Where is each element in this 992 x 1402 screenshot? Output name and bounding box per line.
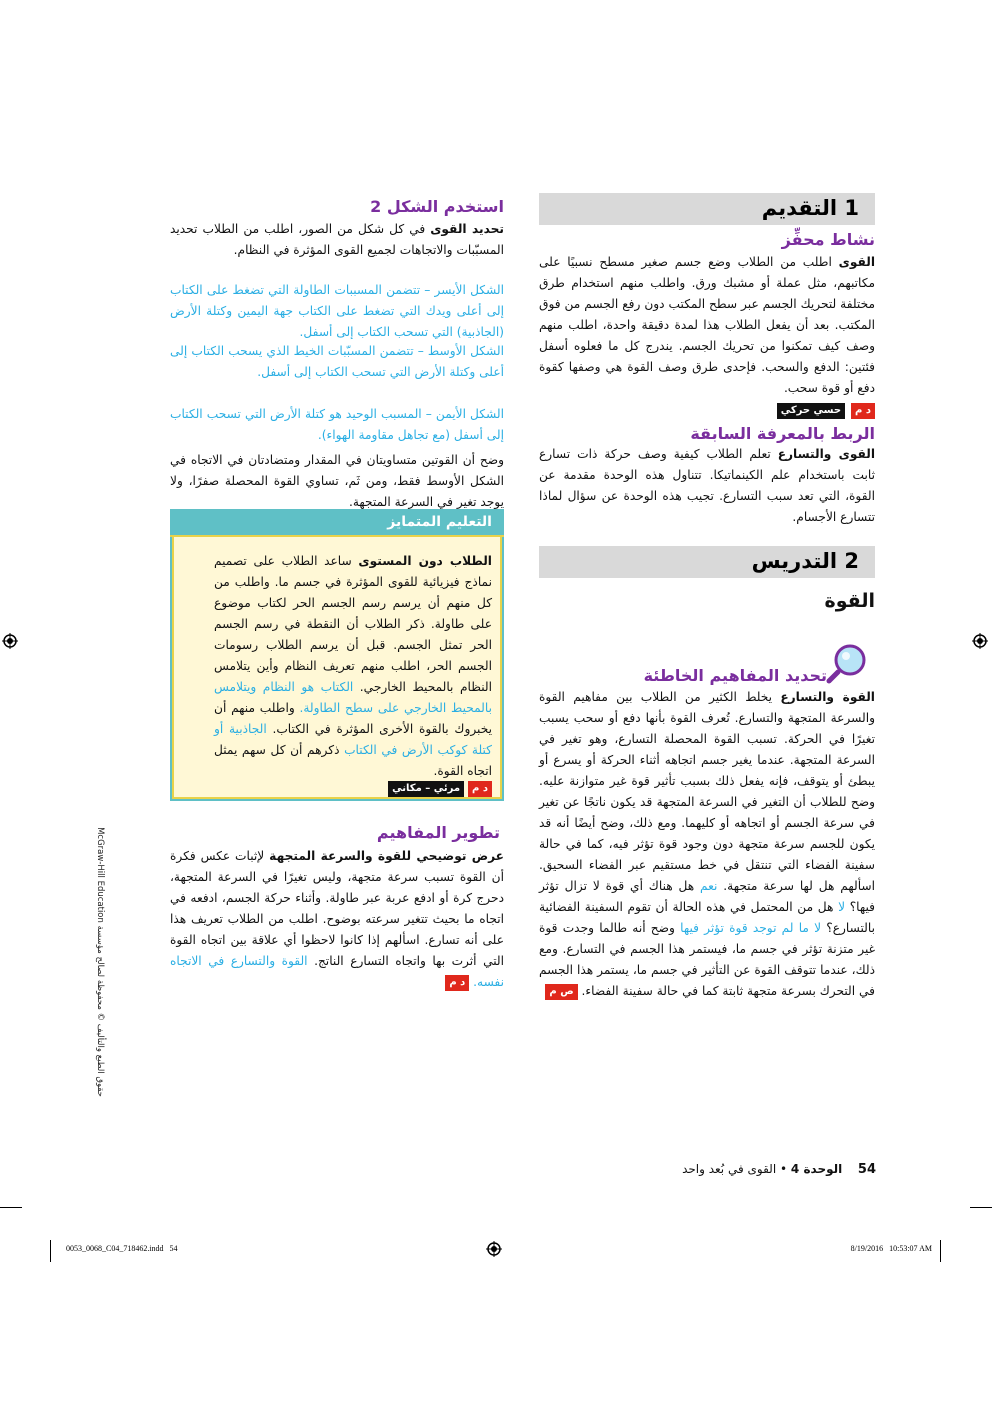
misc-text-2: هل هناك أي قوة لا تزال تؤثر فيها؟ (539, 879, 875, 914)
develop-concepts-heading: تطوير المفاهيم (376, 823, 500, 842)
section1-band (539, 193, 875, 225)
differentiated-heading: التعليم المتمايز (387, 514, 492, 530)
misc-answer-2: لا (838, 900, 846, 914)
differentiated-text-3: ذكرهم أن كل سهم يمثل اتجاه القوة. (214, 743, 492, 778)
engage-badges (770, 400, 875, 419)
misc-text-1: يخلط الكثير من الطلاب بين مفاهيم القوة والسرعة المتجهة والتسارع. تُعرف القوة بأنها دفع أو سحب يسبب تغيرًا في الحركة. تسبب القوة المحصلة التسارع، وهو تغير في السرعة المتجهة. عندما يغير جسم اتجاهه أثناء الحركة أو يسرع أو يبطئ أو يتوقف، فإنه يفعل ذلك بسبب تأثير قوة غير متوازنة عليه. وضح للطلاب أن التغير في السرعة المتجهة قد يكون ناتجًا عن تغير في سرعة الجسم أو اتجاهه أو كليهما. ومع ذلك، وضح أيضًا أنه قد يكون للجسم سرعة متجهة دون وجود قوة تؤثر فيه، كما في حالة سفينة الفضاء التي تنتقل في خط مستقيم عبر الفضاء السحيق. اسألهم هل لها سرعة متجهة. (539, 690, 875, 893)
misc-answer-1: نعم (700, 879, 718, 893)
figure-answer-left: الشكل الأيسر – تتضمن المسببات الطاولة التي تضغط على الكتاب إلى أعلى ويدك التي تضغط على الكتاب جهة اليمين وكتلة الأرض (الجاذبية) التي تسحب الكتاب إلى أسفل. (170, 283, 504, 339)
section1-title: 1 التقديم (761, 196, 859, 220)
differentiated-badge-red: د م (468, 781, 492, 797)
differentiated-paragraph (214, 551, 492, 782)
develop-answer: القوة والتسارع في الاتجاه نفسه. (170, 954, 504, 989)
engage-badge-red: د م (851, 403, 875, 419)
differentiated-box (170, 509, 504, 801)
differentiated-text-2: واطلب منهم أن يخبروك بالقوة الأخرى المؤثرة في الكتاب. (214, 701, 492, 736)
prior-knowledge-paragraph (539, 444, 875, 528)
page-number: 54 (857, 1162, 876, 1177)
differentiated-answer-1: الكتاب هو النظام ويتلامس بالمحيط الخارجي على سطح الطاولة. (214, 680, 492, 715)
figure-answer-right: الشكل الأيمن – المسبب الوحيد هو كتلة الأرض التي تسحب الكتاب إلى أسفل (مع تجاهل مقاومة الهواء). (170, 407, 504, 442)
develop-lead: عرض توضيحي للقوة والسرعة المتجهة (269, 849, 504, 863)
figure-text: في كل شكل من الصور، اطلب من الطلاب تحديد المسبّبات والاتجاهات لجميع القوى المؤثرة في النظام. (170, 222, 504, 257)
prior-knowledge-text: تعلم الطلاب كيفية وصف حركة ذات تسارع ثابت باستخدام علم الكينماتيكا. تتناول هذه الوحدة مقدمة عن القوة، التي تعد سبب التسارع. تجيب هذه الوحدة عن سؤال لماذا تتسارع الأجسام. (539, 447, 875, 524)
page-footer (540, 1162, 876, 1177)
misc-answer-3: لا ما لم توجد قوة تؤثر فيها (680, 921, 822, 935)
differentiated-header (170, 509, 504, 537)
crop-mark-right-vertical (940, 1240, 941, 1262)
slug-filename: 0053_0068_C04_718462.indd 54 (66, 1244, 178, 1253)
section2-title: 2 التدريس (751, 549, 859, 573)
misc-text-3: هل من المحتمل في هذه الحالة أن تقوم السفينة الفضائية بالتسارع؟ (539, 900, 876, 935)
unit-title: القوى في بُعد واحد (682, 1162, 777, 1176)
section2-subtitle: القوة (824, 590, 875, 612)
misc-badge: ص م (545, 984, 577, 1000)
crop-mark-left-vertical (50, 1240, 51, 1262)
figure-conclusion: وضح أن القوتين متساويتان في المقدار ومتضادتان في الاتجاه في الشكل الأوسط فقط، ومن ثَم، تساوي القوة المحصلة صفرًا، ولا يوجد تغير في السرعة المتجهة. (170, 453, 504, 509)
magnifier-icon (826, 642, 868, 684)
misc-lead: القوة والتسارع (780, 690, 875, 704)
prior-knowledge-heading: الربط بالمعرفة السابقة (690, 424, 875, 443)
engage-lead: القوى (838, 255, 875, 269)
engage-text: اطلب من الطلاب وضع جسم صغير مسطح نسبيًا على مكاتبهم، مثل عملة أو مشبك ورق. واطلب منهم استخدام طرق مختلفة لتحريك الجسم عبر سطح المكتب دون رفع الجسم من فوق المكتب. بعد أن يفعل الطلاب هذا لمدة دقيقة واحدة، اطلب منهم وصف كيف تمكنوا من تحريك الجسم. يندرج كل ما فعلوه أسفل فئتين: الدفع والسحب. فإحدى طرق وصف القوة هي وصفها كقوة دفع أو قوة سحب. (539, 255, 875, 395)
differentiated-badge-black: مرئي – مكاني (388, 781, 464, 797)
figure-heading: استخدم الشكل 2 (370, 197, 504, 216)
differentiated-answer-2: الجاذبية أو كتلة كوكب الأرض في الكتاب (214, 722, 492, 757)
figure-answer-middle: الشكل الأوسط – تتضمن المسبّبات الخيط الذي يسحب الكتاب إلى أعلى وكتلة الأرض التي تسحب الكتاب إلى أسفل. (170, 344, 504, 379)
figure-lead: تحديد القوى (430, 222, 504, 236)
engage-badge-black: حسي حركي (777, 403, 845, 419)
misconception-heading: تحديد المفاهيم الخاطئة (643, 666, 827, 685)
bullet-separator: • (780, 1162, 788, 1176)
prior-knowledge-lead: القوى والتسارع (777, 447, 875, 461)
figure-paragraph (170, 219, 504, 282)
differentiated-lead: الطلاب دون المستوى (358, 554, 492, 568)
registration-mark-left-icon (2, 633, 18, 649)
registration-mark-bottom-icon (486, 1241, 502, 1257)
engage-paragraph (539, 252, 875, 399)
section2-band (539, 546, 875, 578)
copyright-vertical: حقوق الطبع والتأليف © محفوظة لصالح مؤسسة McGraw-Hill Education (95, 827, 105, 1097)
develop-concepts-paragraph (170, 846, 504, 996)
crop-mark-left-horizontal (0, 1207, 22, 1208)
registration-mark-right-icon (972, 633, 988, 649)
misc-text-4: وضح أنه طالما وجدت قوة غير متزنة تؤثر في جسم ما، فيستمر هذا الجسم في التسارع. ومع ذلك، عندما تتوقف القوة عن التأثير في جسم ما، يستمر هذا الجسم في التحرك بسرعة متجهة ثابتة كما في حالة سفينة الفضاء. (539, 921, 875, 998)
crop-mark-right-horizontal (970, 1207, 992, 1208)
differentiated-badges (388, 778, 492, 797)
develop-text: لإثبات عكس فكرة أن القوة تسبب سرعة متجهة، وليس تغيرًا في السرعة المتجهة، دحرج كرة أو ادفع عربة عبر طاولة. وأثناء حركة الجسم، ادفعه في اتجاه ما بحيث تتغير سرعته بوضوح. اطلب من الطلاب تعريف هذا على أنه تسارع. اسألهم إذا كانوا لاحظوا أي علاقة بين اتجاه القوة التي أثرت بها واتجاه التسارع الناتج. (170, 849, 505, 968)
slug-timestamp: 8/19/2016 10:53:07 AM (850, 1244, 932, 1253)
differentiated-text-1: ساعد الطلاب على تصميم نماذج فيزيائية للقوى المؤثرة في جسم ما. واطلب من كل منهم أن يرسم رسم الجسم الحر لكتاب موضوع على طاولة. ذكر الطلاب أن النقطة في رسم الجسم الحر تمثل الجسم. قبل أن يرسم الطلاب رسومات الجسم الحر، اطلب منهم تعريف النظام وأين يتلامس النظام بالمحيط الخارجي. (214, 554, 492, 694)
engage-heading: نشاط محفِّز (781, 230, 875, 249)
develop-badge: د م (445, 975, 469, 991)
misconception-paragraph (539, 687, 875, 1023)
unit-label: الوحدة 4 (790, 1162, 843, 1176)
